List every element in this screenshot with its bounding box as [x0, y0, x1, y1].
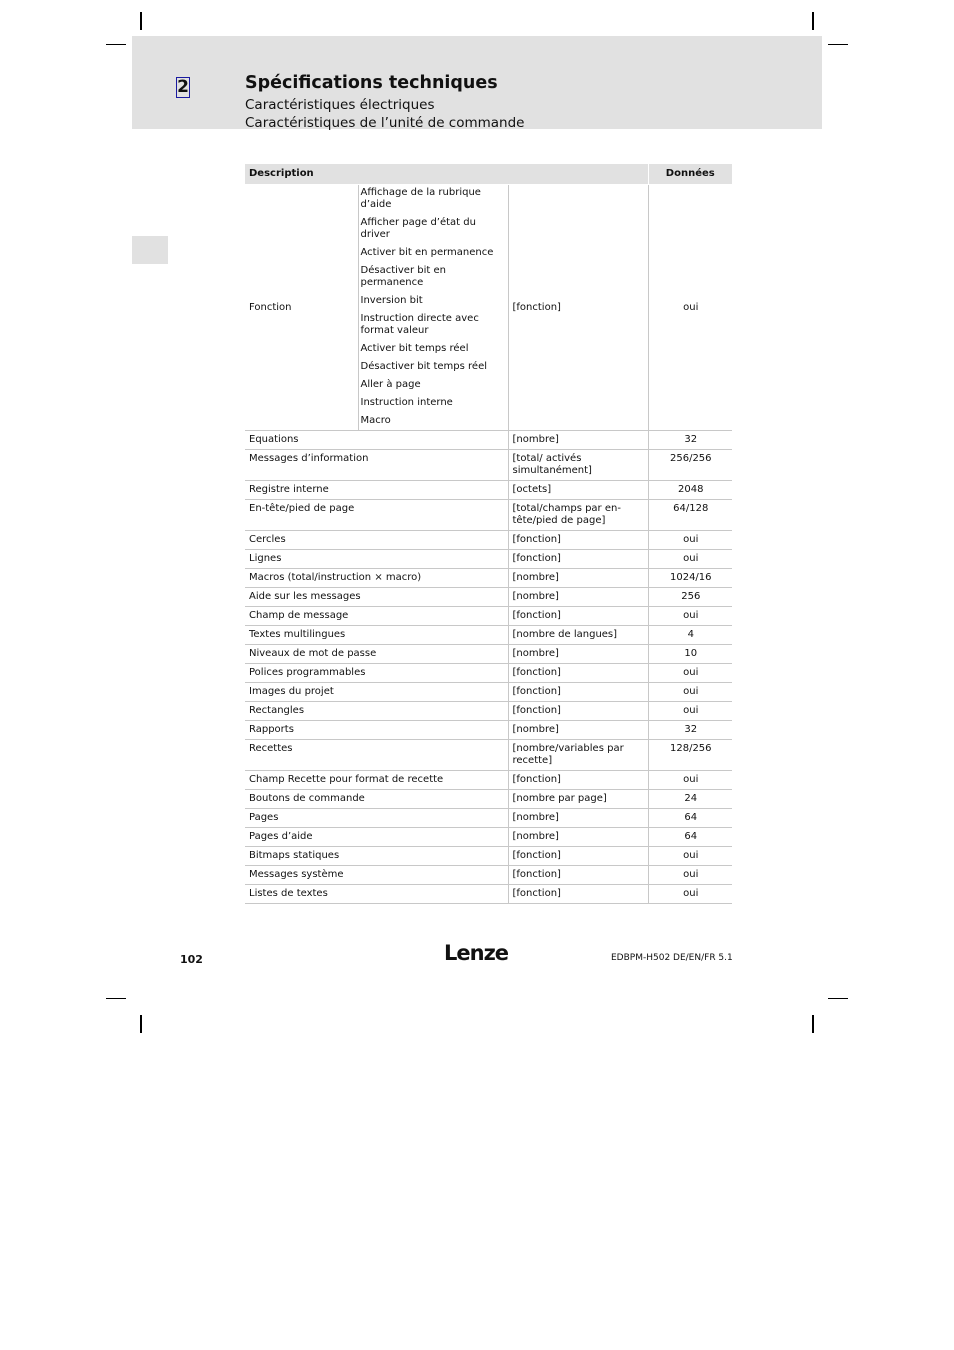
row-unit: [fonction] — [508, 550, 648, 569]
chapter-number: 2 — [177, 77, 189, 97]
function-item: Inversion bit — [360, 295, 423, 306]
row-value: 4 — [648, 626, 732, 645]
row-unit: [fonction] — [508, 607, 648, 626]
table-row — [245, 702, 732, 721]
row-unit: [nombre de langues] — [508, 626, 648, 645]
row-value: 2048 — [648, 481, 732, 500]
row-description: Bitmaps statiques — [245, 847, 508, 866]
row-value: 128/256 — [648, 740, 732, 771]
function-item: Aller à page — [360, 379, 421, 390]
table-row — [245, 866, 732, 885]
row-unit: [total/ activés simultanément] — [508, 450, 648, 481]
row-description: Aide sur les messages — [245, 588, 508, 607]
table-row — [245, 569, 732, 588]
row-value: 256 — [648, 588, 732, 607]
page-title: Spécifications techniques — [245, 73, 498, 93]
function-value: oui — [648, 185, 732, 431]
row-value: oui — [648, 550, 732, 569]
row-description: Recettes — [245, 740, 508, 771]
function-list — [358, 185, 508, 431]
row-unit: [nombre/variables par recette] — [508, 740, 648, 771]
table-row — [245, 481, 732, 500]
row-description: Boutons de commande — [245, 790, 508, 809]
row-value: oui — [648, 683, 732, 702]
row-value: oui — [648, 771, 732, 790]
row-description: Polices programmables — [245, 664, 508, 683]
row-description: Messages système — [245, 866, 508, 885]
row-unit: [nombre] — [508, 645, 648, 664]
row-value: 256/256 — [648, 450, 732, 481]
row-unit: [nombre] — [508, 809, 648, 828]
table-row — [245, 790, 732, 809]
row-description: Listes de textes — [245, 885, 508, 904]
crop-mark — [106, 998, 126, 999]
row-value: oui — [648, 531, 732, 550]
row-description: Pages — [245, 809, 508, 828]
function-item: Instruction directe avec format valeur — [360, 313, 479, 336]
table-row — [245, 431, 732, 450]
page-subtitle: Caractéristiques électriques — [245, 97, 435, 113]
row-value: oui — [648, 607, 732, 626]
page-subtitle: Caractéristiques de l’unité de commande — [245, 115, 525, 131]
row-description: Champ Recette pour format de recette — [245, 771, 508, 790]
table-row — [245, 664, 732, 683]
function-item: Désactiver bit en permanence — [360, 265, 446, 288]
crop-mark — [140, 1015, 142, 1033]
row-description: Macros (total/instruction × macro) — [245, 569, 508, 588]
row-unit: [total/champs par en-tête/pied de page] — [508, 500, 648, 531]
row-description: Textes multilingues — [245, 626, 508, 645]
table-row — [245, 885, 732, 904]
row-description: Lignes — [245, 550, 508, 569]
row-unit: [octets] — [508, 481, 648, 500]
row-value: oui — [648, 866, 732, 885]
row-unit: [fonction] — [508, 702, 648, 721]
table-row — [245, 607, 732, 626]
table-row — [245, 500, 732, 531]
row-unit: [fonction] — [508, 866, 648, 885]
row-description: Registre interne — [245, 481, 508, 500]
function-item: Activer bit temps réel — [360, 343, 469, 354]
row-value: 64/128 — [648, 500, 732, 531]
column-header-description: Description — [245, 164, 648, 185]
row-description: Rectangles — [245, 702, 508, 721]
crop-mark — [828, 44, 848, 45]
table-row — [245, 683, 732, 702]
crop-mark — [812, 12, 814, 30]
function-unit: [fonction] — [508, 185, 648, 431]
row-description: Equations — [245, 431, 508, 450]
row-description: Messages d’information — [245, 450, 508, 481]
spec-table — [245, 164, 732, 904]
row-value: oui — [648, 664, 732, 683]
page-number: 102 — [180, 953, 203, 966]
table-row — [245, 771, 732, 790]
lenze-logo: Lenze — [444, 941, 509, 965]
crop-mark — [140, 12, 142, 30]
row-description: Niveaux de mot de passe — [245, 645, 508, 664]
row-value: 1024/16 — [648, 569, 732, 588]
row-value: oui — [648, 885, 732, 904]
row-unit: [nombre par page] — [508, 790, 648, 809]
table-row — [245, 531, 732, 550]
table-row — [245, 626, 732, 645]
table-row — [245, 721, 732, 740]
table-row — [245, 809, 732, 828]
row-value: oui — [648, 702, 732, 721]
table-row — [245, 740, 732, 771]
function-label: Fonction — [245, 185, 358, 431]
column-header-data: Données — [648, 164, 732, 185]
row-unit: [fonction] — [508, 683, 648, 702]
table-row — [245, 847, 732, 866]
row-description: Pages d’aide — [245, 828, 508, 847]
row-unit: [nombre] — [508, 431, 648, 450]
row-unit: [nombre] — [508, 828, 648, 847]
row-unit: [fonction] — [508, 664, 648, 683]
function-item: Affichage de la rubrique d’aide — [360, 187, 481, 210]
function-item: Instruction interne — [360, 397, 453, 408]
row-description: Rapports — [245, 721, 508, 740]
table-row — [245, 550, 732, 569]
function-item: Activer bit en permanence — [360, 247, 494, 258]
row-unit: [fonction] — [508, 531, 648, 550]
row-unit: [nombre] — [508, 569, 648, 588]
table-row — [245, 645, 732, 664]
function-row — [245, 185, 732, 431]
row-description: Cercles — [245, 531, 508, 550]
table-row — [245, 450, 732, 481]
crop-mark — [106, 44, 126, 45]
row-value: oui — [648, 847, 732, 866]
row-value: 10 — [648, 645, 732, 664]
row-value: 32 — [648, 431, 732, 450]
row-description: En-tête/pied de page — [245, 500, 508, 531]
row-value: 32 — [648, 721, 732, 740]
function-item: Afficher page d’état du driver — [360, 217, 476, 240]
table-row — [245, 588, 732, 607]
row-unit: [fonction] — [508, 847, 648, 866]
function-item: Macro — [360, 415, 391, 426]
document-code: EDBPM-H502 DE/EN/FR 5.1 — [611, 953, 733, 963]
row-description: Champ de message — [245, 607, 508, 626]
row-unit: [fonction] — [508, 771, 648, 790]
row-value: 64 — [648, 809, 732, 828]
row-value: 24 — [648, 790, 732, 809]
function-item: Désactiver bit temps réel — [360, 361, 487, 372]
crop-mark — [812, 1015, 814, 1033]
row-description: Images du projet — [245, 683, 508, 702]
crop-mark — [828, 998, 848, 999]
row-value: 64 — [648, 828, 732, 847]
table-row — [245, 828, 732, 847]
table-header-row — [245, 164, 732, 185]
row-unit: [fonction] — [508, 885, 648, 904]
row-unit: [nombre] — [508, 721, 648, 740]
chapter-tab — [132, 236, 168, 264]
row-unit: [nombre] — [508, 588, 648, 607]
